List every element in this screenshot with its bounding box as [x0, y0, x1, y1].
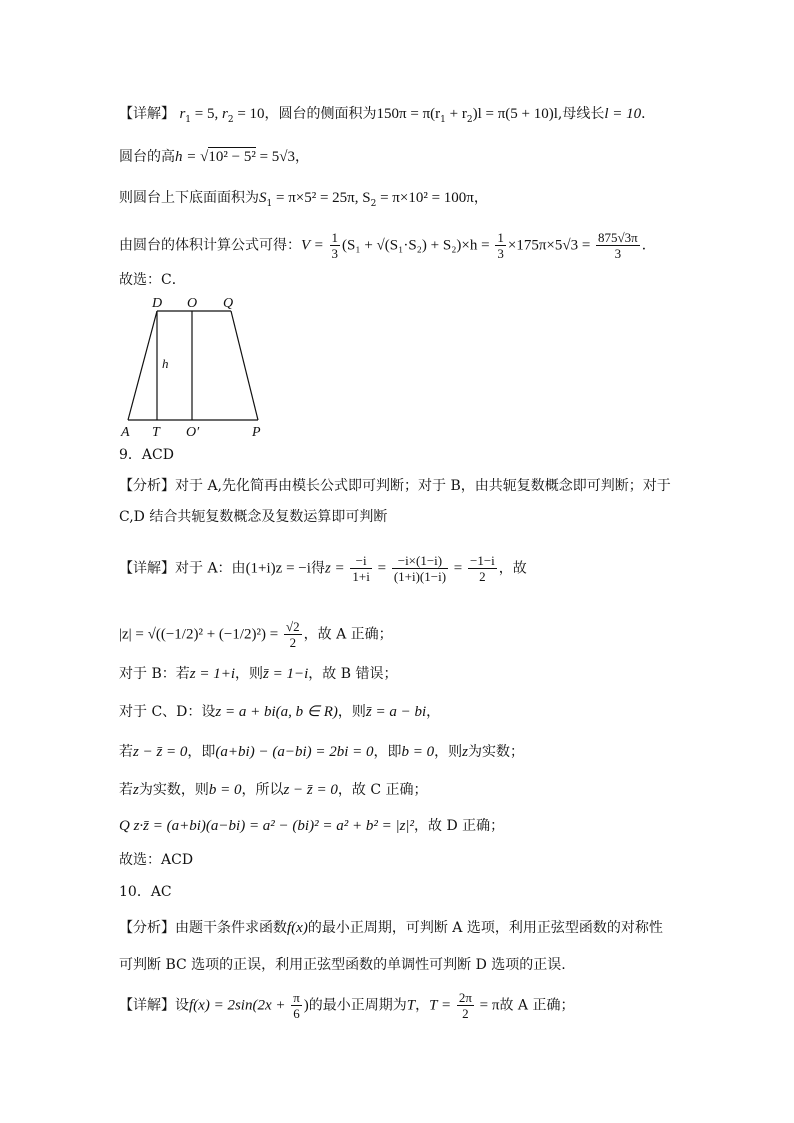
- q10-detail-1: 【详解】设f(x) = 2sin(2x + $\frac{\pi}{6}$ )的最小正周期为T，T = $\frac{2\pi}{2}$ = π故 A 正确；: [119, 990, 575, 1021]
- label-h: h: [162, 356, 169, 371]
- detail-line-4: 由圆台的体积计算公式可得：V = $\frac{1}{3}$ (S₁ + √(S₁·S₂) + S₂)×h = $\frac{1}{3}$ ×175π×5√3 = $\frac{875√3\pi}{3}$ ．: [119, 230, 656, 261]
- q9-title: 9．ACD: [119, 447, 174, 463]
- label-O: O: [187, 296, 198, 311]
- label-Q: Q: [223, 296, 234, 311]
- q10-analysis-2: 可判断 BC 选项的正误，利用正弦型函数的单调性可判断 D 选项的正误.: [119, 957, 566, 973]
- left-slant-line: [128, 311, 157, 420]
- q9-detail-2: |z| = √((−1/2)² + (−1/2)²) = $\frac{√2}{2}$ ，故 A 正确；: [119, 619, 393, 650]
- detail-line-1: 【详解】 $r_1 = 5$, $r_2 = 10$，圆台的侧面积为$150\pi = \pi(r_1 + r_2)l = \pi(5 + 10)l$,母线长l = 10．: [119, 106, 656, 125]
- q9-detail-5: 若z − z̄ = 0，即(a+bi) − (a−bi) = 2bi = 0，即b = 0，则z为实数；: [119, 744, 524, 760]
- answer-line: 故选：C．: [119, 272, 186, 288]
- q9-detail-4: 对于 C、D：设z = a + bi(a, b ∈ R)，则z̄ = a − bi，: [119, 704, 441, 720]
- q9-analysis-1: 【分析】对于 A,先化简再由模长公式即可判断；对于 B，由共轭复数概念即可判断；对于: [119, 478, 671, 494]
- q10-title: 10．AC: [119, 884, 172, 900]
- q9-detail-1: 【详解】对于 A：由(1+i)z = −i得z = $\frac{-i}{1+i}$ = $\frac{-i\times(1-i)}{(1+i)(1-i)}$ = $\frac{-1-i}{2}$ ，故: [119, 553, 527, 584]
- detail-label: 【详解】: [119, 106, 175, 122]
- q9-detail-3: 对于 B：若z = 1+i，则z̄ = 1−i，故 B 错误；: [119, 666, 398, 682]
- right-slant-line: [231, 311, 258, 420]
- detail-line-2: 圆台的高h = √10² − 5² = 5√3，: [119, 149, 310, 165]
- frustum-cross-section-diagram: [112, 292, 282, 442]
- label-O-prime: O′: [186, 425, 200, 440]
- q9-detail-7: Q z·z̄ = (a+bi)(a−bi) = a² − (bi)² = a² + b² = |z|²，故 D 正确；: [119, 818, 505, 834]
- label-P: P: [252, 425, 261, 440]
- detail-line-3: 则圆台上下底面面积为$S_1 = \pi\times 5^2 = 25\pi$, $S_2 = \pi\times 10^2 = 100\pi$，: [119, 190, 488, 209]
- label-A: A: [121, 425, 130, 440]
- q9-analysis-2: C,D 结合共轭复数概念及复数运算即可判断: [119, 509, 388, 525]
- label-T: T: [152, 425, 160, 440]
- q10-analysis-1: 【分析】由题干条件求函数f(x)的最小正周期，可判断 A 选项，利用正弦型函数的对称性: [119, 920, 663, 936]
- q9-detail-6: 若z为实数，则b = 0，所以z − z̄ = 0，故 C 正确；: [119, 782, 428, 798]
- q9-answer: 故选：ACD: [119, 852, 194, 868]
- label-D: D: [152, 296, 163, 311]
